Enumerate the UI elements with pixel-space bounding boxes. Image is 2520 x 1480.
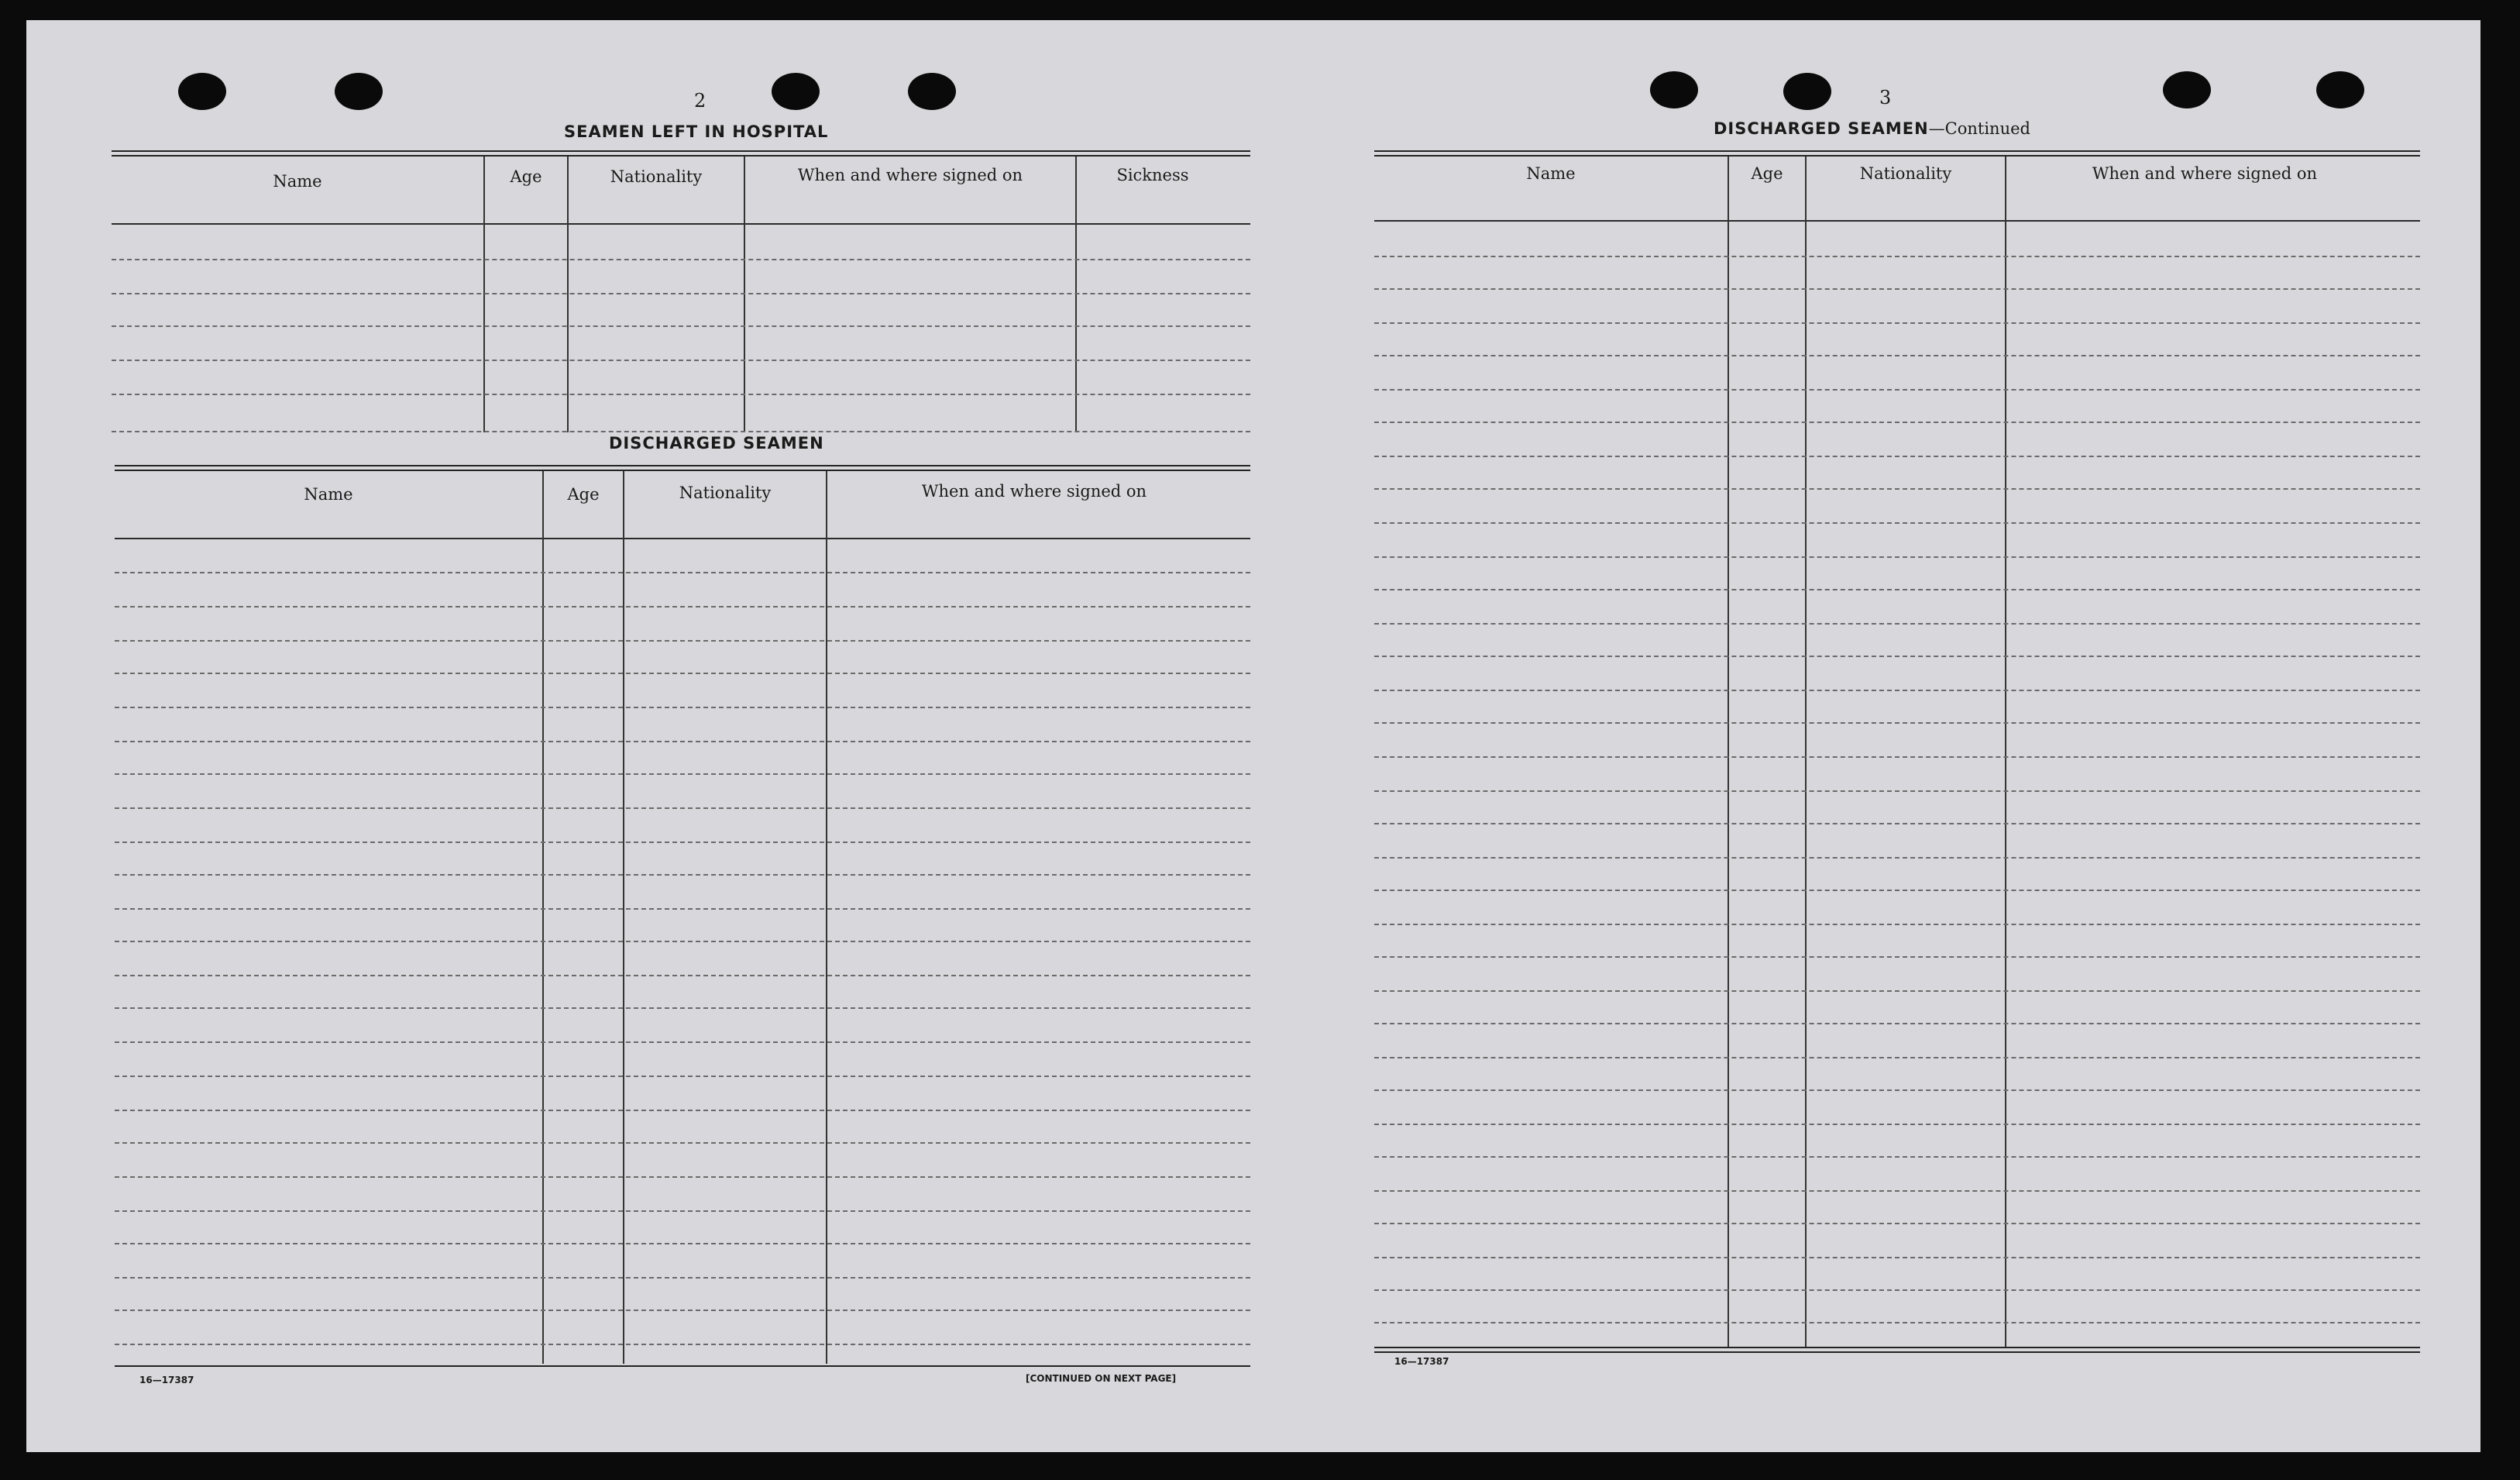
page-number-left: 2 (694, 90, 706, 112)
page-number-right: 3 (1879, 87, 1892, 108)
form-sheet (26, 20, 2480, 1452)
continued-suffix: —Continued (1928, 119, 2030, 138)
discharged-table-left (115, 465, 1250, 1367)
hospital-table (112, 150, 1250, 439)
col-header-when-where: When and where signed on (797, 166, 1023, 184)
col-header-age: Age (567, 485, 600, 504)
discharged-section-title: DISCHARGED SEAMEN (609, 434, 824, 453)
col-header-nationality: Nationality (610, 167, 703, 186)
discharged-continued-title (1714, 119, 2030, 138)
punch-hole (335, 73, 383, 110)
hospital-section-title: SEAMEN LEFT IN HOSPITAL (564, 122, 829, 141)
continued-note: [CONTINUED ON NEXT PAGE] (1026, 1373, 1177, 1384)
punch-hole (2316, 71, 2364, 108)
punch-hole (1650, 71, 1698, 108)
punch-hole (178, 73, 226, 110)
col-header-name: Name (1526, 164, 1576, 183)
col-header-when-where: When and where signed on (921, 482, 1147, 501)
col-header-nationality: Nationality (679, 484, 772, 502)
punch-hole (2163, 71, 2211, 108)
col-header-when-where: When and where signed on (2092, 164, 2318, 183)
discharged-table-right (1374, 150, 2420, 1368)
col-header-age: Age (1751, 164, 1783, 183)
punch-hole (908, 73, 956, 110)
discharged-continued-title-text: DISCHARGED SEAMEN (1714, 119, 1929, 138)
col-header-age: Age (510, 167, 542, 186)
col-header-name: Name (273, 172, 322, 191)
form-number-left: 16—17387 (139, 1375, 194, 1385)
punch-hole (772, 73, 820, 110)
form-number-right: 16—17387 (1394, 1356, 1449, 1367)
col-header-name: Name (304, 485, 353, 504)
punch-hole (1783, 73, 1831, 110)
col-header-nationality: Nationality (1859, 164, 1952, 183)
col-header-sickness: Sickness (1116, 166, 1189, 184)
